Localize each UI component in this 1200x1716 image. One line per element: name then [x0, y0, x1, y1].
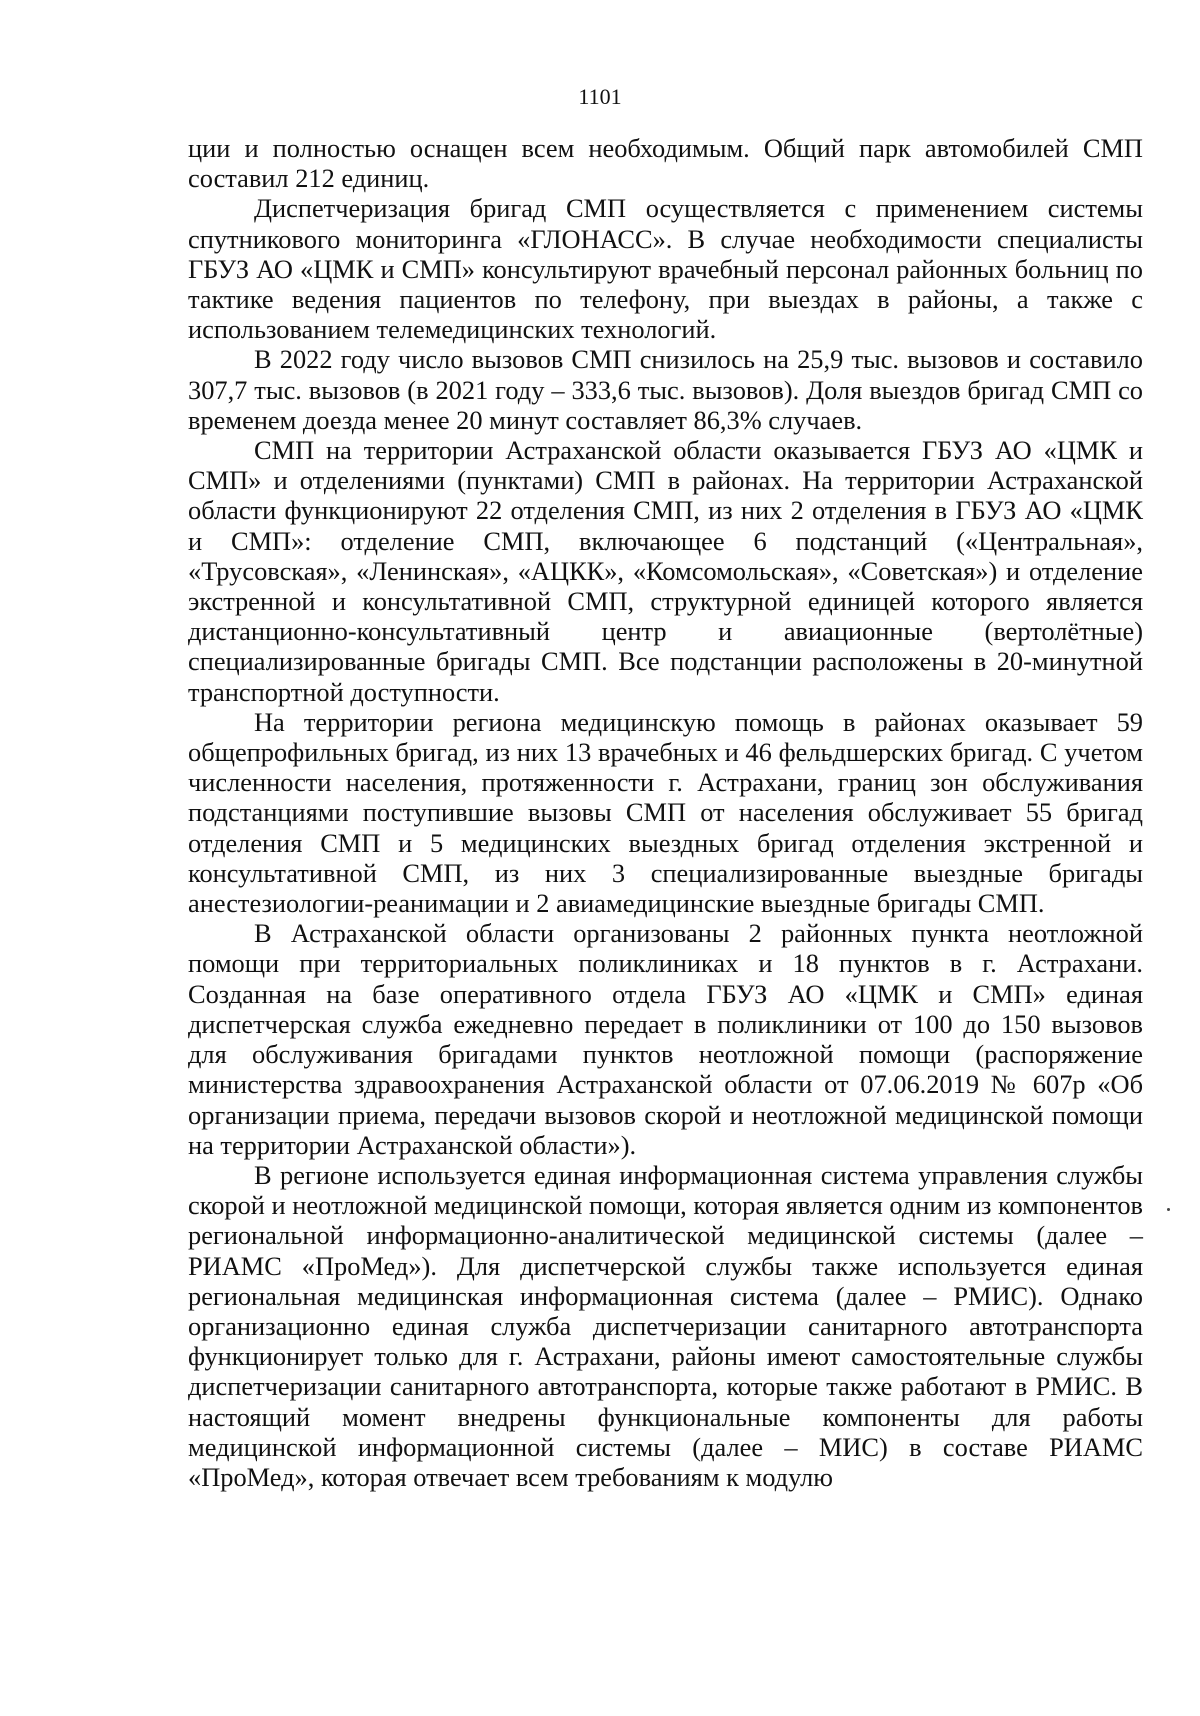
scan-speck	[1167, 1208, 1170, 1211]
paragraph: В 2022 году число вызовов СМП снизилось на 25,9 тыс. вызовов и составило 307,7 тыс. вызовов (в 2021 году – 333,6 тыс. вызовов). Доля выездов бригад СМП со временем доезда менее 20 минут составляет 86,3% случаев.	[188, 344, 1143, 435]
paragraph: В регионе используется единая информационная система управления службы скорой и неотложной медицинской помощи, которая является одним из компонентов региональной информационно-аналитической медицинской системы (далее – РИАМС «ПроМед»). Для диспетчерской службы также используется единая региональная медицинская информационная система (далее – РМИС). Однако организационно единая служба диспетчеризации санитарного автотранспорта функционирует только для г. Астрахани, районы имеют самостоятельные службы диспетчеризации санитарного автотранспорта, которые также работают в РМИС. В настоящий момент внедрены функциональные компоненты для работы медицинской информационной системы (далее – МИС) в составе РИАМС «ПроМед», которая отвечает всем требованиям к модулю	[188, 1159, 1143, 1492]
paragraph: Диспетчеризация бригад СМП осуществляется с применением системы спутникового мониторинга «ГЛОНАСС». В случае необходимости специалисты ГБУЗ АО «ЦМК и СМП» консультируют врачебный персонал районных больниц по тактике ведения пациентов по телефону, при выездах в районы, а также с использованием телемедицинских технологий.	[188, 193, 1143, 345]
paragraph: На территории региона медицинскую помощь в районах оказывает 59 общепрофильных бригад, из них 13 врачебных и 46 фельдшерских бригад. С учетом численности населения, протяженности г. Астрахани, границ зон обслуживания подстанциями поступившие вызовы СМП от населения обслуживает 55 бригад отделения СМП и 5 медицинских выездных бригад отделения экстренной и консультативной СМП, из них 3 специализированные выездные бригады анестезиологии-реанимации и 2 авиамедицинские выездные бригады СМП.	[188, 706, 1143, 919]
page-number: 1101	[578, 84, 622, 109]
paragraph: В Астраханской области организованы 2 районных пункта неотложной помощи при территориальных поликлиниках и 18 пунктов в г. Астрахани. Созданная на базе оперативного отдела ГБУЗ АО «ЦМК и СМП» единая диспетчерская служба ежедневно передает в поликлиники от 100 до 150 вызовов для обслуживания бригадами пунктов неотложной помощи (распоряжение министерства здравоохранения Астраханской области от 07.06.2019 № 607р «Об организации приема, передачи вызовов скорой и неотложной медицинской помощи на территории Астраханской области»).	[188, 918, 1143, 1160]
paragraph: ции и полностью оснащен всем необходимым. Общий парк автомобилей СМП составил 212 единиц.	[188, 133, 1143, 194]
document-body	[188, 133, 1143, 1492]
paragraph: СМП на территории Астраханской области оказывается ГБУЗ АО «ЦМК и СМП» и отделениями (пунктами) СМП в районах. На территории Астраханской области функционируют 22 отделения СМП, из них 2 отделения в ГБУЗ АО «ЦМК и СМП»: отделение СМП, включающее 6 подстанций («Центральная», «Трусовская», «Ленинская», «АЦКК», «Комсомольская», «Советская») и отделение экстренной и консультативной СМП, структурной единицей которого является дистанционно-консультативный центр и авиационные (вертолётные) специализированные бригады СМП. Все подстанции расположены в 20-минутной транспортной доступности.	[188, 435, 1143, 707]
